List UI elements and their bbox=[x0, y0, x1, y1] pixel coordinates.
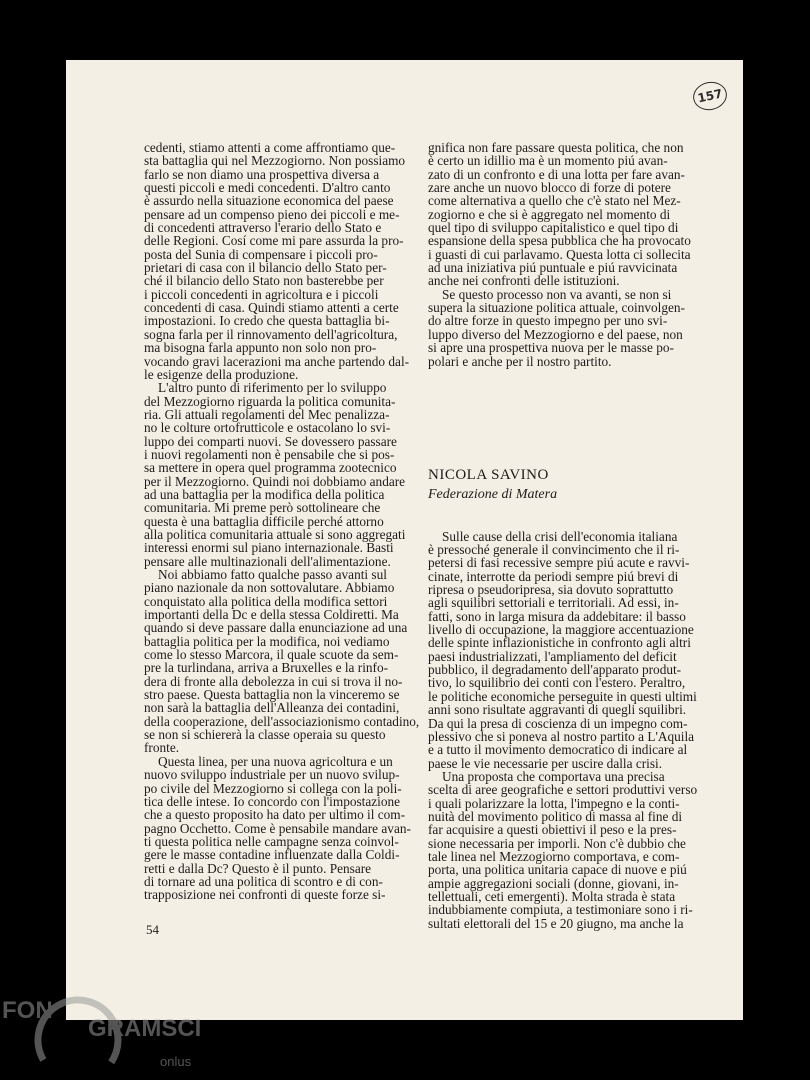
text-line: indubbiamente compiuta, a testimoniare sono i ri- bbox=[428, 902, 693, 918]
text-line: petersi di fasi recessive sempre piú acute e ravvi- bbox=[428, 555, 690, 571]
text-line: prietari di casa con il bilancio dello Stato per- bbox=[144, 260, 387, 276]
text-line: ché il bilancio dello Stato non basterebbe per bbox=[144, 273, 384, 289]
text-line: quel tipo di sviluppo capitalistico e quel tipo di bbox=[428, 220, 679, 236]
text-line: non sarà la battaglia dell'Alleanza dei contadini, bbox=[144, 700, 400, 716]
text-line: sione necessaria per imporli. Non c'è dubbio che bbox=[428, 835, 686, 851]
text-line: concedenti di casa. Quindi stiamo attenti a certe bbox=[144, 300, 399, 316]
text-line: fatti, sono in larga misura da addebitare: il basso bbox=[428, 608, 686, 624]
speaker-affiliation: Federazione di Matera bbox=[428, 487, 558, 503]
text-line: zogiorno e che si è aggregato nel momento di bbox=[428, 206, 671, 222]
text-line: tica delle intese. Io concordo con l'impostazione bbox=[144, 793, 401, 809]
text-line: sultati elettorali del 15 e 20 giugno, ma anche la bbox=[428, 915, 684, 931]
paragraph bbox=[144, 141, 422, 381]
text-line: ti questa politica nelle campagne senza coinvol- bbox=[144, 833, 399, 849]
text-line: i guasti di cui parlavamo. Questa lotta ci sollecita bbox=[428, 246, 691, 262]
text-line: i nuovi regolamenti non è pensabile che si pos- bbox=[144, 446, 395, 462]
text-line: Se questo processo non va avanti, se non si bbox=[442, 286, 672, 302]
text-line: scelta di aree geografiche e settori produttivi verso bbox=[428, 782, 698, 798]
text-line: e a tutto il movimento democratico di indicare al bbox=[428, 742, 688, 758]
text-line: come lo stesso Marcora, il quale scuote da sem- bbox=[144, 647, 399, 663]
text-line: sta battaglia qui nel Mezzogiorno. Non possiamo bbox=[144, 153, 406, 169]
watermark-onlus: onlus bbox=[160, 1054, 192, 1069]
paragraph bbox=[428, 530, 700, 770]
text-line: Sulle cause della crisi dell'economia italiana bbox=[442, 528, 678, 544]
page-number: 54 bbox=[146, 922, 159, 937]
text-line: di tornare ad una politica di scontro e di con- bbox=[144, 873, 383, 889]
text-line: pre la turlindana, arriva a Bruxelles e la rinfo- bbox=[144, 660, 389, 676]
text-line: Da qui la presa di coscienza di un impegno com- bbox=[428, 715, 688, 731]
text-line: sa mettere in opera quel programma zootecnico bbox=[144, 460, 397, 476]
text-line: supera la situazione politica attuale, coinvolgen- bbox=[428, 300, 685, 316]
paragraph bbox=[428, 141, 700, 288]
text-line: ria. Gli attuali regolamenti del Mec penalizza- bbox=[144, 406, 390, 422]
right-column-top bbox=[428, 141, 700, 368]
text-line: ad una battaglia per la modifica della politica bbox=[144, 486, 385, 502]
text-line: livello di occupazione, la maggiore accentuazione bbox=[428, 622, 694, 638]
text-line: della cooperazione, dell'associazionismo contadino, bbox=[144, 713, 420, 729]
text-line: far acquisire a questi obiettivi il peso e la pres- bbox=[428, 822, 677, 838]
text-line: questi piccoli e medi concedenti. D'altro canto bbox=[144, 180, 391, 196]
text-line: Una proposta che comportava una precisa bbox=[442, 768, 665, 784]
paragraph bbox=[144, 381, 422, 568]
text-line: L'altro punto di riferimento per lo sviluppo bbox=[158, 380, 387, 396]
text-line: tale linea nel Mezzogiorno comportava, e com- bbox=[428, 848, 680, 864]
text-line: anche nei confronti delle istituzioni. bbox=[428, 273, 620, 289]
text-line: si apre una prospettiva nuova per le masse po- bbox=[428, 340, 674, 356]
text-line: espansione della spesa pubblica che ha provocato bbox=[428, 233, 691, 249]
text-line: posta del Sunia di compensare i piccoli pro- bbox=[144, 246, 378, 262]
text-line: plessivo che si poneva al nostro partito a L'Aquila bbox=[428, 728, 695, 744]
text-line: po civile del Mezzogiorno si collega con la poli- bbox=[144, 780, 402, 796]
text-line: è assurdo nella situazione economica del paese bbox=[144, 193, 394, 209]
text-line: ampie aggregazioni sociali (donne, giovani, in- bbox=[428, 875, 679, 891]
text-line: pagno Occhetto. Come è pensabile mandare avan- bbox=[144, 820, 411, 836]
text-line: sogna farla per il rinnovamento dell'agricoltura, bbox=[144, 326, 398, 342]
text-line: alla politica comunitaria attuale si sono aggregati bbox=[144, 526, 406, 542]
text-line: del Mezzogiorno riguarda la politica comunita- bbox=[144, 393, 396, 409]
text-line: i quali polarizzare la lotta, l'impegno e la conti- bbox=[428, 795, 680, 811]
text-line: luppo diverso del Mezzogiorno e del paese, non bbox=[428, 326, 683, 342]
text-line: luppo dei comparti nuovi. Se dovessero passare bbox=[144, 433, 397, 449]
text-line: stro paese. Questa battaglia non la vinceremo se bbox=[144, 687, 400, 703]
document-page bbox=[66, 60, 743, 1020]
text-line: questa è una battaglia difficile perché attorno bbox=[144, 513, 384, 529]
text-line: vocando gravi lacerazioni ma anche partendo dal- bbox=[144, 353, 410, 369]
text-line: se non si schiererà la classe operaia su questo bbox=[144, 727, 386, 743]
text-line: impostazioni. Io credo che questa battaglia bi- bbox=[144, 313, 390, 329]
fondazione-gramsci-watermark bbox=[0, 986, 260, 1080]
text-line: ma bisogna farla appunto non solo non pro- bbox=[144, 340, 377, 356]
text-line: pensare alle multinazionali dell'alimentazione. bbox=[144, 553, 391, 569]
text-line: comunitaria. Mi preme però sottolineare che bbox=[144, 500, 381, 516]
speaker-section bbox=[428, 469, 700, 930]
text-line: paesi industrializzati, l'ampliamento del deficit bbox=[428, 648, 677, 664]
text-line: delle Regioni. Cosí come mi pare assurda la pro- bbox=[144, 233, 404, 249]
text-line: battaglia politica per la modifica, noi vediamo bbox=[144, 633, 390, 649]
text-line: zato di un confronto e di una lotta per fare avan- bbox=[428, 166, 685, 182]
text-line: do altre forze in questo impegno per uno svi- bbox=[428, 313, 668, 329]
text-line: ripresa o pseudoripresa, sia dovuto soprattutto bbox=[428, 582, 674, 598]
text-line: dera di fronte alla debolezza in cui si trova il no- bbox=[144, 673, 403, 689]
text-line: gnifica non fare passare questa politica, che non bbox=[428, 140, 684, 155]
text-line: fronte. bbox=[144, 740, 180, 756]
text-line: nuovo sviluppo industriale per un nuovo svilup- bbox=[144, 767, 400, 783]
text-line: le politiche economiche perseguite in questi ultimi bbox=[428, 688, 697, 704]
text-line: pensare ad un compenso pieno dei piccoli e me- bbox=[144, 206, 400, 222]
text-line: no le colture ortofrutticole e ostacolano lo svi- bbox=[144, 420, 391, 436]
text-line: di concedenti attraverso l'erario dello Stato e bbox=[144, 220, 382, 236]
text-line: polari e anche per il nostro partito. bbox=[428, 353, 612, 369]
watermark-gramsci: GRAMSCI bbox=[88, 1015, 202, 1042]
text-line: trapposizione nei confronti di queste forze si- bbox=[144, 887, 386, 903]
text-line: è pressoché generale il convincimento che il ri- bbox=[428, 542, 680, 558]
watermark-fon: FON bbox=[2, 997, 53, 1024]
text-line: anni sono risultate aggravanti di quegli squilibri. bbox=[428, 702, 687, 718]
right-column-bottom bbox=[428, 530, 700, 930]
text-line: delle spinte inflazionistiche in confronto agli altri bbox=[428, 635, 691, 651]
paragraph bbox=[144, 755, 422, 902]
text-line: zare anche un nuovo blocco di forze di potere bbox=[428, 180, 671, 196]
archive-stamp bbox=[690, 79, 729, 113]
text-line: Noi abbiamo fatto qualche passo avanti sul bbox=[158, 567, 387, 582]
text-line: cinate, interrotte da periodi sempre piú brevi di bbox=[428, 568, 679, 584]
text-line: Questa linea, per una nuova agricoltura e un bbox=[158, 753, 393, 769]
left-column bbox=[144, 141, 422, 902]
text-line: piano nazionale da non sottovalutare. Abbiamo bbox=[144, 580, 395, 596]
text-line: i piccoli concedenti in agricoltura e i piccoli bbox=[144, 286, 379, 302]
text-line: porta, una politica unitaria capace di nuove e piú bbox=[428, 862, 687, 878]
text-line: cedenti, stiamo attenti a come affrontiamo que- bbox=[144, 140, 396, 155]
text-line: interessi enormi sul piano internazionale. Basti bbox=[144, 540, 394, 556]
text-line: ad una iniziativa piú puntuale e piú ravvicinata bbox=[428, 260, 678, 276]
text-line: nuità del movimento politico di massa al fine di bbox=[428, 808, 683, 824]
text-line: agli squilibri settoriali e territoriali. Ad essi, in- bbox=[428, 595, 679, 611]
text-line: tivo, lo squilibrio dei conti con l'estero. Peraltro, bbox=[428, 675, 686, 691]
stamp-number: 157 bbox=[696, 86, 724, 106]
text-line: paese le vie necessarie per uscire dalla crisi. bbox=[428, 755, 663, 771]
text-line: gere le masse contadine influenzate dalla Coldi- bbox=[144, 847, 400, 863]
paragraph bbox=[144, 568, 422, 755]
text-line: conquistato alla politica della modifica settori bbox=[144, 593, 388, 609]
paragraph bbox=[428, 770, 700, 930]
text-line: per il Mezzogiorno. Quindi noi dobbiamo andare bbox=[144, 473, 406, 489]
text-line: è certo un idillio ma è un momento piú avan- bbox=[428, 153, 668, 169]
text-line: pubblico, il degradamento dell'apparato produt- bbox=[428, 662, 682, 678]
paragraph bbox=[428, 288, 700, 368]
text-line: che a questo proposito ha dato per ultimo il com- bbox=[144, 807, 406, 823]
text-line: le esigenze della produzione. bbox=[144, 366, 299, 382]
text-line: importanti della Dc e della stessa Coldiretti. Ma bbox=[144, 607, 399, 623]
text-line: retti e dalla Dc? Questo è il punto. Pensare bbox=[144, 860, 372, 876]
speaker-name: NICOLA SAVINO bbox=[428, 467, 549, 483]
text-line: farlo se non diamo una prospettiva diversa a bbox=[144, 166, 380, 182]
text-line: quando si deve passare dalla enunciazione ad una bbox=[144, 620, 408, 636]
text-line: tellettuali, ceti emergenti). Molta strada è stata bbox=[428, 888, 676, 904]
text-line: come alternativa a quello che c'è stato nel Mez- bbox=[428, 193, 681, 209]
